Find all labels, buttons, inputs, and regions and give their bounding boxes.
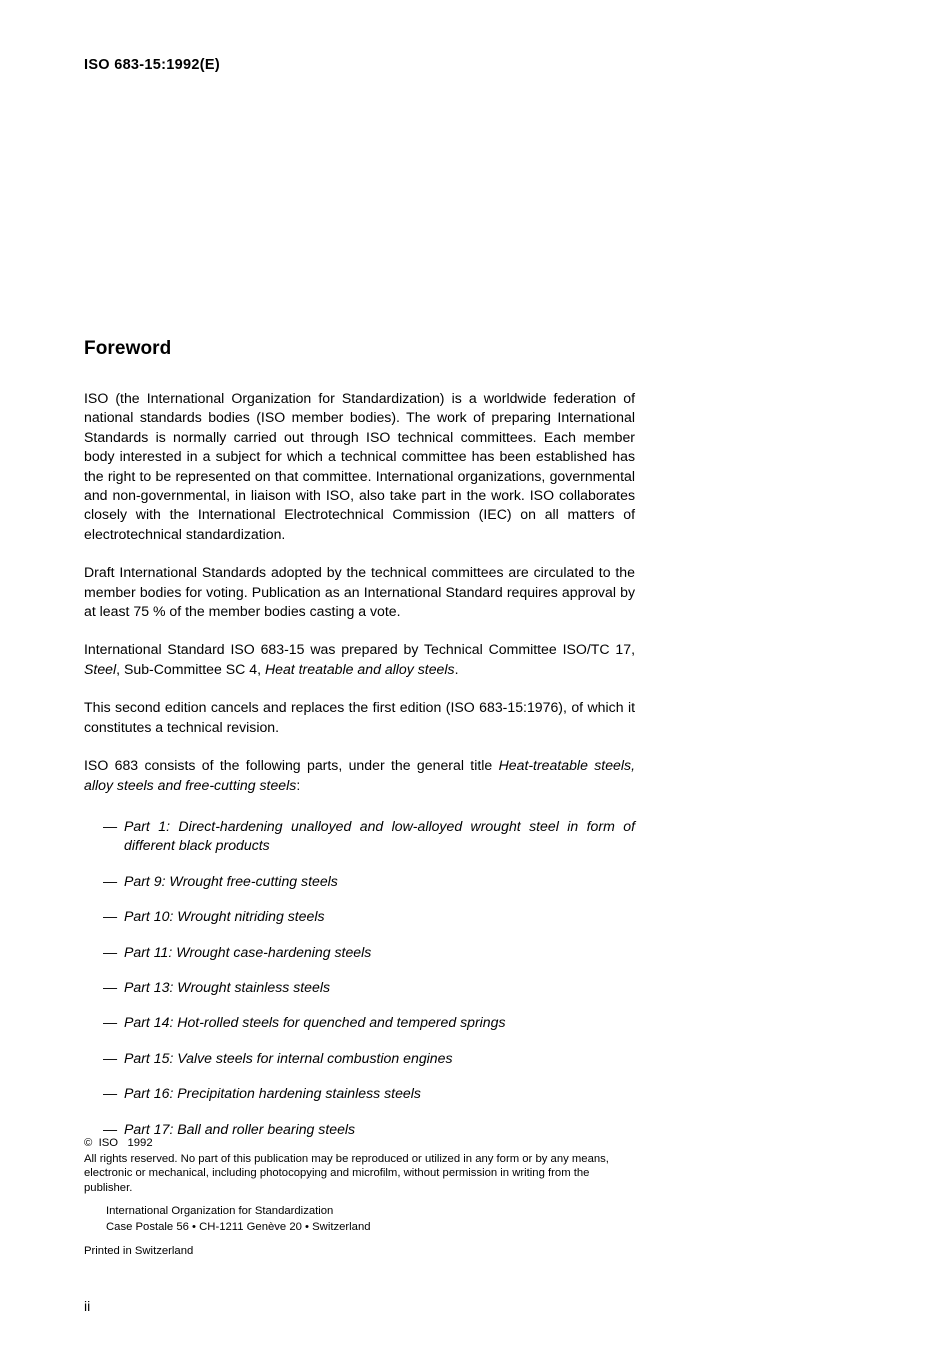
list-item-label: Part 17: Ball and roller bearing steels (124, 1120, 356, 1137)
list-item-label: Part 14: Hot-rolled steels for quenched and tempered springs (124, 1014, 506, 1031)
em-dash-bullet-icon: — (103, 1049, 118, 1066)
foreword-section (84, 338, 635, 1155)
em-dash-bullet-icon: — (103, 1014, 118, 1031)
list-item (84, 907, 635, 926)
list-item-label: Part 15: Valve steels for internal combustion engines (124, 1049, 453, 1066)
foreword-paragraph-1: ISO (the International Organization for Standardization) is a worldwide federation of national standards bodies (ISO member bodies). The work of preparing International Standards is normally carried out through ISO technical committees. Each member body interested in a subject for which a technical committee has been established has the right to be represented on that committee. International organizations, governmental and non-governmental, in liaison with ISO, also take part in the work. ISO collaborates closely with the International Electrotechnical Commission (IEC) on all matters of electrotechnical standardization. (84, 390, 635, 542)
postal-address: Case Postale 56 • CH-1211 Genève 20 • Switzerland (106, 1220, 371, 1233)
printed-in-text: Printed in Switzerland (84, 1245, 194, 1258)
page-title: Foreword (84, 338, 172, 359)
em-dash-bullet-icon: — (103, 908, 118, 925)
paragraph-3-italic-steel: Steel (84, 660, 117, 677)
em-dash-bullet-icon: — (103, 872, 118, 889)
em-dash-bullet-icon: — (103, 1085, 118, 1102)
em-dash-bullet-icon: — (103, 943, 118, 960)
parts-list (84, 817, 635, 1139)
list-item (84, 1049, 635, 1068)
foreword-paragraph-5 (84, 756, 635, 795)
paragraph-3-text-1: International Standard ISO 683-15 was prepared by Technical Committee ISO/TC 17, (84, 641, 635, 658)
list-item-label: Part 1: Direct-hardening unalloyed and low-alloyed wrought steel in form of different black products (124, 817, 635, 854)
document-reference-header: ISO 683-15:1992(E) (84, 57, 220, 73)
paragraph-5-italic-general-title: Heat-treatable steels, alloy steels and free-cutting steels (84, 757, 635, 793)
list-item-label: Part 16: Precipitation hardening stainless steels (124, 1085, 421, 1102)
em-dash-bullet-icon: — (103, 978, 118, 995)
em-dash-bullet-icon: — (103, 1120, 118, 1137)
list-item-label: Part 10: Wrought nitriding steels (124, 908, 325, 925)
paragraph-5-text-1: ISO 683 consists of the following parts, under the general title (84, 757, 499, 774)
foreword-paragraph-4: This second edition cancels and replaces the first edition (ISO 683-15:1976), of which it constitutes a technical revision. (84, 699, 635, 735)
em-dash-bullet-icon: — (103, 817, 118, 834)
list-item (84, 872, 635, 891)
list-item (84, 1013, 635, 1032)
paragraph-5-text-2: : (296, 776, 301, 793)
foreword-paragraph-2: Draft International Standards adopted by the technical committees are circulated to the member bodies for voting. Publication as an International Standard requires approval by at least 75 % of the member bodies casting a vote. (84, 564, 635, 620)
rights-reserved-text: All rights reserved. No part of this publication may be reproduced or utilized in any form or by any means, electronic or mechanical, including photocopying and microfilm, without permission in writing from the publisher. (84, 1152, 609, 1194)
copyright-footer (84, 1136, 640, 1259)
page-number: ii (84, 1298, 91, 1314)
publisher-address (84, 1204, 640, 1235)
paragraph-3-text-2: , Sub-Committee SC 4, (116, 660, 265, 677)
paragraph-3-italic-subcommittee-title: Heat treatable and alloy steels (264, 660, 455, 677)
paragraph-3-text-3: . (454, 660, 459, 677)
copyright-line: © ISO 1992 (84, 1137, 153, 1149)
list-item (84, 943, 635, 962)
organization-name: International Organization for Standardization (106, 1205, 334, 1218)
list-item-label: Part 9: Wrought free-cutting steels (124, 872, 338, 889)
list-item-label: Part 13: Wrought stainless steels (124, 978, 331, 995)
list-item (84, 1084, 635, 1103)
list-item-label: Part 11: Wrought case-hardening steels (124, 943, 372, 960)
list-item (84, 978, 635, 997)
list-item (84, 817, 635, 856)
foreword-paragraph-3 (84, 640, 635, 679)
